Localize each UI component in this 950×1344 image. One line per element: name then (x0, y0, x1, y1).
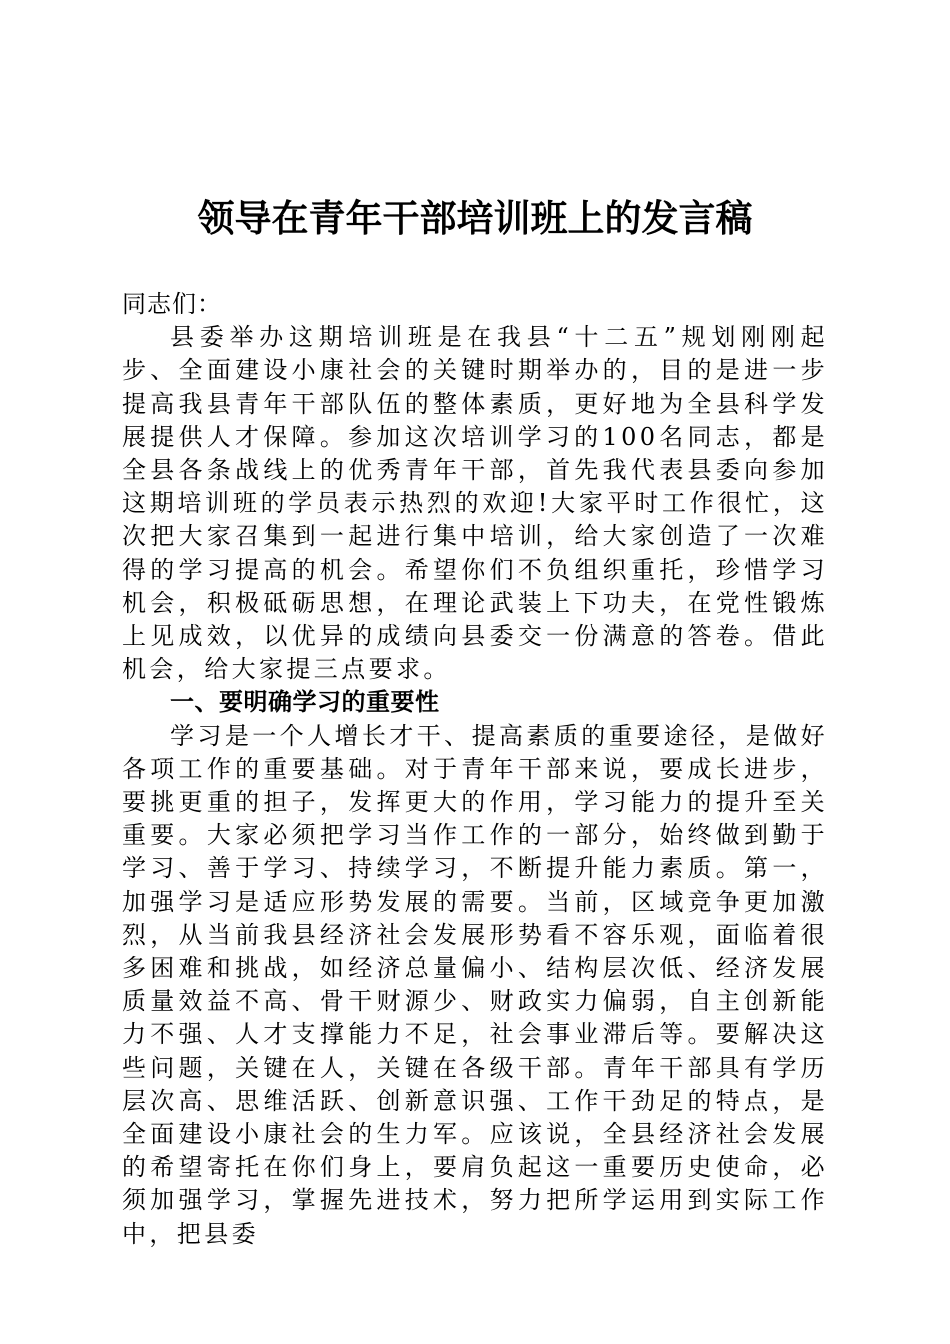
paragraph-opening: 县委举办这期培训班是在我县“十二五”规划刚刚起步、全面建设小康社会的关键时期举办的，目的是进一步提高我县青年干部队伍的整体素质，更好地为全县科学发展提供人才保障。参加这次培训学习的100名同志，都是全县各条战线上的优秀青年干部，首先我代表县委向参加这期培训班的学员表示热烈的欢迎!大家平时工作很忙，这次把大家召集到一起进行集中培训，给大家创造了一次难得的学习提高的机会。希望你们不负组织重托，珍惜学习机会，积极砥砺思想，在理论武装上下功夫，在党性锻炼上见成效，以优异的成绩向县委交一份满意的答卷。借此机会，给大家提三点要求。 (122, 323, 828, 684)
document-body (122, 288, 828, 1251)
salutation: 同志们： (122, 290, 222, 318)
section-heading-1: 一、要明确学习的重要性 (170, 688, 440, 717)
document-title: 领导在青年干部培训班上的发言稿 (197, 196, 753, 240)
paragraph-learning-importance: 学习是一个人增长才干、提高素质的重要途径，是做好各项工作的重要基础。对于青年干部来说，要成长进步，要挑更重的担子，发挥更大的作用，学习能力的提升至关重要。大家必须把学习当作工作的一部分，始终做到勤于学习、善于学习、持续学习，不断提升能力素质。第一，加强学习是适应形势发展的需要。当前，区域竞争更加激烈，从当前我县经济社会发展形势看不容乐观，面临着很多困难和挑战，如经济总量偏小、结构层次低、经济发展质量效益不高、骨干财源少、财政实力偏弱，自主创新能力不强、人才支撑能力不足，社会事业滞后等。要解决这些问题，关键在人，关键在各级干部。青年干部具有学历层次高、思维活跃、创新意识强、工作干劲足的特点，是全面建设小康社会的生力军。应该说，全县经济社会发展的希望寄托在你们身上，要肩负起这一重要历史使命，必须加强学习，掌握先进技术，努力把所学运用到实际工作中，把县委 (122, 721, 828, 1248)
